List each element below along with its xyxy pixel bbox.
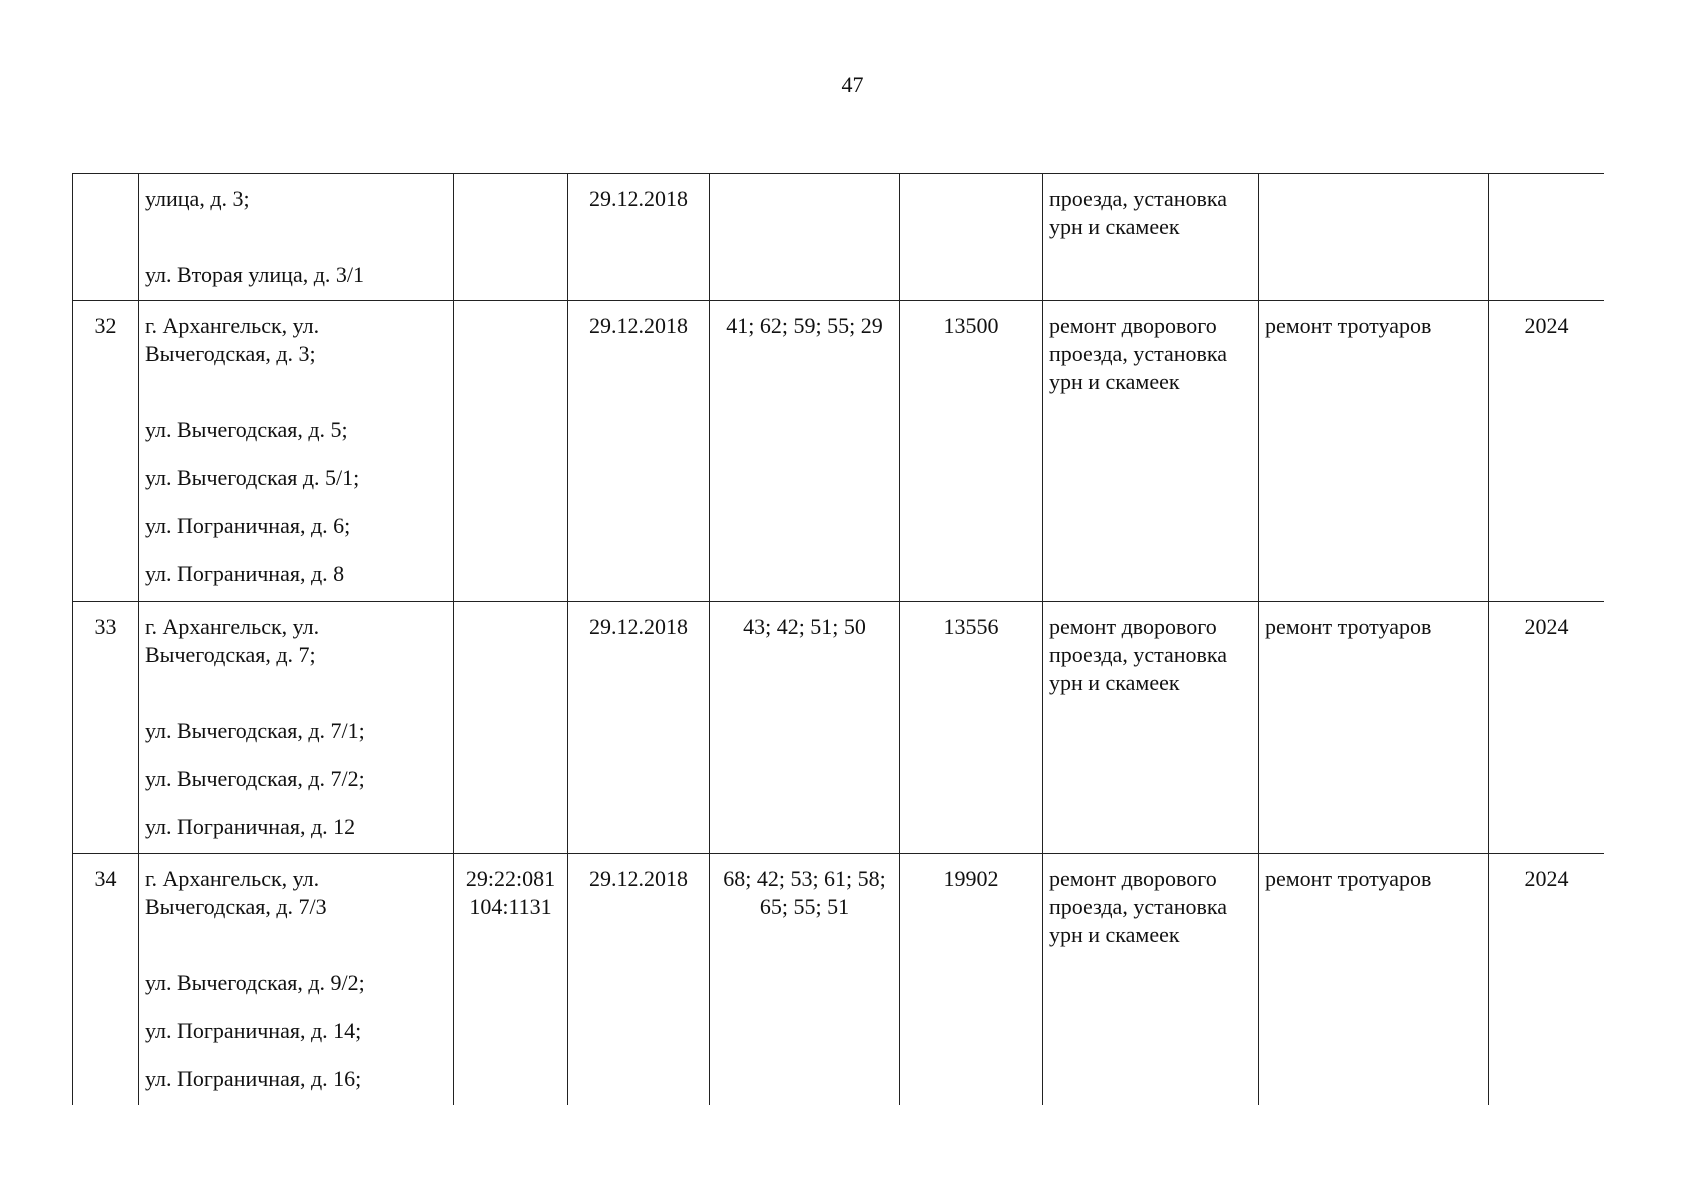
table-row: [73, 301, 1605, 602]
table-row: [73, 174, 1605, 301]
data-table: [72, 173, 1604, 1105]
address-line: ул. Пограничная, д. 12: [145, 814, 356, 839]
address-line: ул. Вычегодская д. 5/1;: [145, 465, 360, 490]
cadastral-cell: [454, 602, 568, 854]
address-cell: [139, 301, 454, 602]
address-line: ул. Пограничная, д. 6;: [145, 513, 351, 538]
work-main-cell: ремонт дворового проезда, установка урн и скамеек: [1043, 854, 1259, 1106]
residents-cell: 43; 42; 51; 50: [710, 602, 900, 854]
row-number-cell: 34: [73, 854, 139, 1106]
work-main-cell: проезда, установка урн и скамеек: [1043, 174, 1259, 301]
address-line: ул. Пограничная, д. 16;: [145, 1066, 362, 1091]
work-extra-cell: ремонт тротуаров: [1259, 602, 1489, 854]
residents-cell: 68; 42; 53; 61; 58; 65; 55; 51: [710, 854, 900, 1106]
page-number: 47: [841, 72, 864, 97]
cadastral-cell: [454, 301, 568, 602]
address-line: ул. Вычегодская, д. 7/2;: [145, 766, 365, 791]
date-cell: 29.12.2018: [568, 174, 710, 301]
residents-cell: 41; 62; 59; 55; 29: [710, 301, 900, 602]
row-number-cell: [73, 174, 139, 301]
area-cell: 13556: [900, 602, 1043, 854]
year-cell: [1489, 174, 1605, 301]
table-row: [73, 602, 1605, 854]
table-container: [72, 173, 1604, 1105]
area-cell: [900, 174, 1043, 301]
year-cell: 2024: [1489, 602, 1605, 854]
work-extra-cell: ремонт тротуаров: [1259, 301, 1489, 602]
address-cell: [139, 854, 454, 1106]
date-cell: 29.12.2018: [568, 854, 710, 1106]
address-line: г. Архангельск, ул. Вычегодская, д. 7/3: [145, 866, 327, 919]
cadastral-cell: 29:22:081 104:1131: [454, 854, 568, 1106]
address-cell: [139, 174, 454, 301]
address-line: г. Архангельск, ул. Вычегодская, д. 7;: [145, 614, 320, 667]
table-row: [73, 854, 1605, 1106]
address-line: ул. Пограничная, д. 14;: [145, 1018, 362, 1043]
row-number-cell: 32: [73, 301, 139, 602]
work-extra-cell: [1259, 174, 1489, 301]
row-number-cell: 33: [73, 602, 139, 854]
year-cell: 2024: [1489, 301, 1605, 602]
address-line: ул. Пограничная, д. 8: [145, 561, 345, 586]
cadastral-cell: [454, 174, 568, 301]
address-line: ул. Вычегодская, д. 7/1;: [145, 718, 365, 743]
address-line: ул. Вторая улица, д. 3/1: [145, 262, 365, 287]
work-main-cell: ремонт дворового проезда, установка урн и скамеек: [1043, 602, 1259, 854]
date-cell: 29.12.2018: [568, 602, 710, 854]
work-main-cell: ремонт дворового проезда, установка урн и скамеек: [1043, 301, 1259, 602]
address-line: улица, д. 3;: [145, 186, 250, 211]
address-line: ул. Вычегодская, д. 5;: [145, 417, 348, 442]
date-cell: 29.12.2018: [568, 301, 710, 602]
year-cell: 2024: [1489, 854, 1605, 1106]
area-cell: 19902: [900, 854, 1043, 1106]
work-extra-cell: ремонт тротуаров: [1259, 854, 1489, 1106]
address-line: г. Архангельск, ул. Вычегодская, д. 3;: [145, 313, 320, 366]
address-line: ул. Вычегодская, д. 9/2;: [145, 970, 365, 995]
residents-cell: [710, 174, 900, 301]
address-cell: [139, 602, 454, 854]
area-cell: 13500: [900, 301, 1043, 602]
